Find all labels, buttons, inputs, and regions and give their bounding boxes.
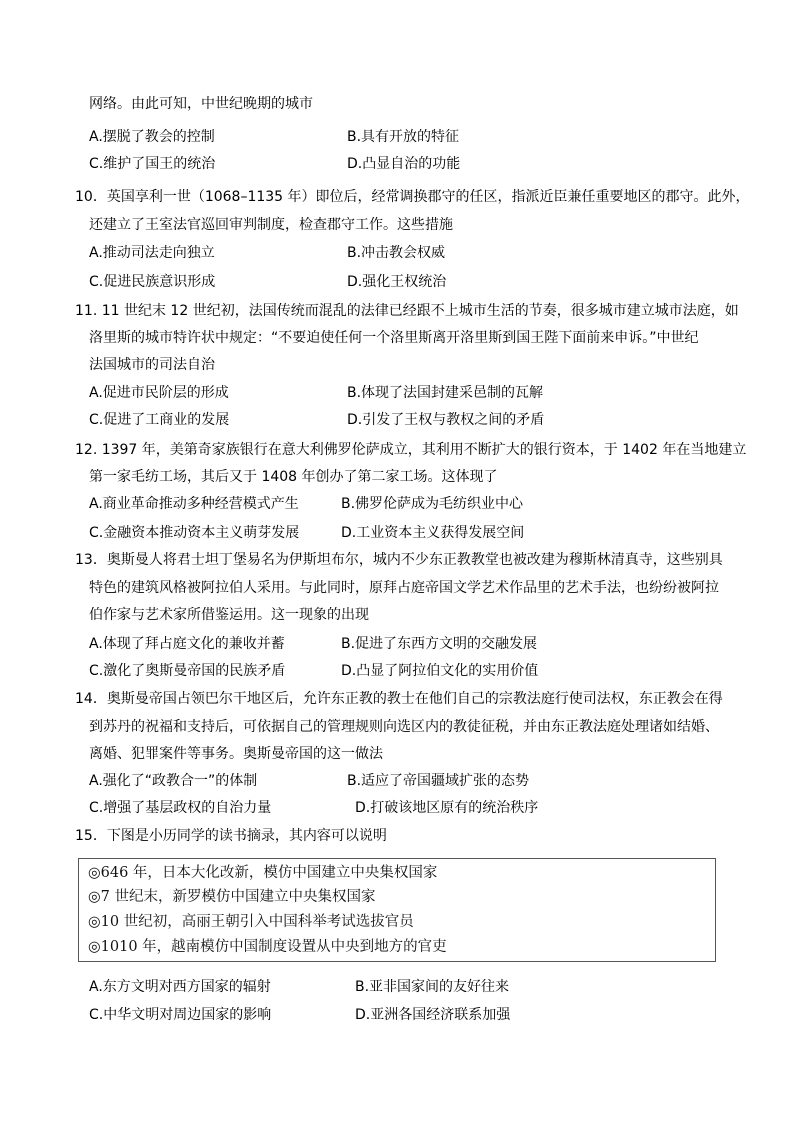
q14-stem-line3: 离婚、犯罪案件等事务。奥斯曼帝国的这一做法 (89, 746, 383, 762)
q15-option-d: D.亚洲各国经济联系加强 (355, 1007, 511, 1023)
q11-option-d: D.引发了王权与教权之间的矛盾 (347, 412, 545, 428)
q10-stem-line1: 10．英国享利一世（1068–1135 年）即位后，经常调换郡守的任区，指派近臣兼任重要地区的郡守。此外， (75, 189, 750, 205)
q14-stem-line2: 到苏丹的祝福和支持后，可依据自己的管理规则向选区内的教徒征税，并由东正教法庭处理诸如结婚、 (89, 719, 719, 735)
q12-option-c: C.金融资本推动资本主义萌芽发展 (89, 525, 300, 541)
q11-option-b: B.体现了法国封建采邑制的瓦解 (347, 385, 544, 401)
q9-option-d: D.凸显自治的功能 (347, 156, 461, 172)
q13-stem-line1: 13．奥斯曼人将君士坦丁堡易名为伊斯坦布尔，城内不少东正教教堂也被改建为穆斯林清真寺，这些别具 (75, 552, 723, 568)
q13-option-d: D.凸显了阿拉伯文化的实用价值 (341, 663, 539, 679)
q11-option-a: A.促进市民阶层的形成 (89, 385, 229, 401)
q12-stem-line1: 12. 1397 年，美第奇家族银行在意大利佛罗伦萨成立，其利用不断扩大的银行资本，于 1402 年在当地建立 (75, 442, 747, 458)
q10-option-b: B.冲击教会权威 (347, 245, 446, 261)
q9-option-b: B.具有开放的特征 (347, 129, 460, 145)
q13-stem-line2: 特色的建筑风格被阿拉伯人采用。与此同时，原拜占庭帝国文学艺术作品里的艺术手法，也纷纷被阿拉 (89, 580, 719, 596)
q10-stem-line2: 还建立了王室法官巡回审判制度，检查郡守工作。这些措施 (89, 217, 453, 233)
q15-stem: 15．下图是小历同学的读书摘录，其内容可以说明 (75, 828, 387, 844)
q15-option-b: B.亚非国家间的友好往来 (355, 979, 510, 995)
q14-option-b: B.适应了帝国疆域扩张的态势 (347, 773, 530, 789)
q12-stem-line2: 第一家毛纺工场，其后又于 1408 年创办了第二家工场。这体现了 (89, 469, 498, 485)
q14-option-a: A.强化了“政教合一”的体制 (89, 773, 258, 789)
excerpt-line: ◎10 世纪初，高丽王朝引入中国科举考试选拔官员 (88, 914, 414, 930)
excerpt-line: ◎7 世纪末，新罗模仿中国建立中央集权国家 (88, 889, 376, 905)
q15-option-a: A.东方文明对西方国家的辐射 (89, 979, 271, 995)
q10-option-a: A.推动司法走向独立 (89, 245, 215, 261)
q14-option-c: C.增强了基层政权的自治力量 (89, 800, 272, 816)
q14-option-d: D.打破该地区原有的统治秩序 (355, 800, 539, 816)
q13-option-a: A.体现了拜占庭文化的兼收并蓄 (89, 636, 285, 652)
q13-stem-line3: 伯作家与艺术家所借鉴运用。这一现象的出现 (89, 607, 369, 623)
q12-option-b: B.佛罗伦萨成为毛纺织业中心 (341, 496, 524, 512)
q10-option-c: C.促进民族意识形成 (89, 274, 216, 290)
q11-option-c: C.促进了工商业的发展 (89, 412, 230, 428)
q15-option-c: C.中华文明对周边国家的影响 (89, 1007, 272, 1023)
q10-option-d: D.强化王权统治 (347, 274, 447, 290)
excerpt-line: ◎1010 年，越南模仿中国制度设置从中央到地方的官吏 (88, 939, 447, 955)
q9-option-a: A.摆脱了教会的控制 (89, 129, 215, 145)
q9-tail: 网络。由此可知，中世纪晚期的城市 (89, 96, 313, 112)
q11-stem-line1: 11. 11 世纪末 12 世纪初，法国传统而混乱的法律已经跟不上城市生活的节奏，很多城市建立城市法庭，如 (75, 303, 739, 319)
excerpt-line: ◎646 年，日本大化改新，模仿中国建立中央集权国家 (88, 865, 438, 881)
q11-stem-line3: 法国城市的司法自治 (89, 357, 215, 373)
q13-option-c: C.激化了奥斯曼帝国的民族矛盾 (89, 663, 286, 679)
q12-option-a: A.商业革命推动多种经营模式产生 (89, 496, 299, 512)
q14-stem-line1: 14．奥斯曼帝国占领巴尔干地区后，允许东正教的教士在他们自己的宗教法庭行使司法权，东正教会在得 (75, 691, 723, 707)
q9-option-c: C.维护了国王的统治 (89, 156, 216, 172)
q11-stem-line2: 洛里斯的城市特许状中规定：“不要迫使任何一个洛里斯离开洛里斯到国王陛下面前来申诉。”中世纪 (89, 330, 699, 346)
q13-option-b: B.促进了东西方文明的交融发展 (341, 636, 538, 652)
q12-option-d: D.工业资本主义获得发展空间 (341, 525, 525, 541)
